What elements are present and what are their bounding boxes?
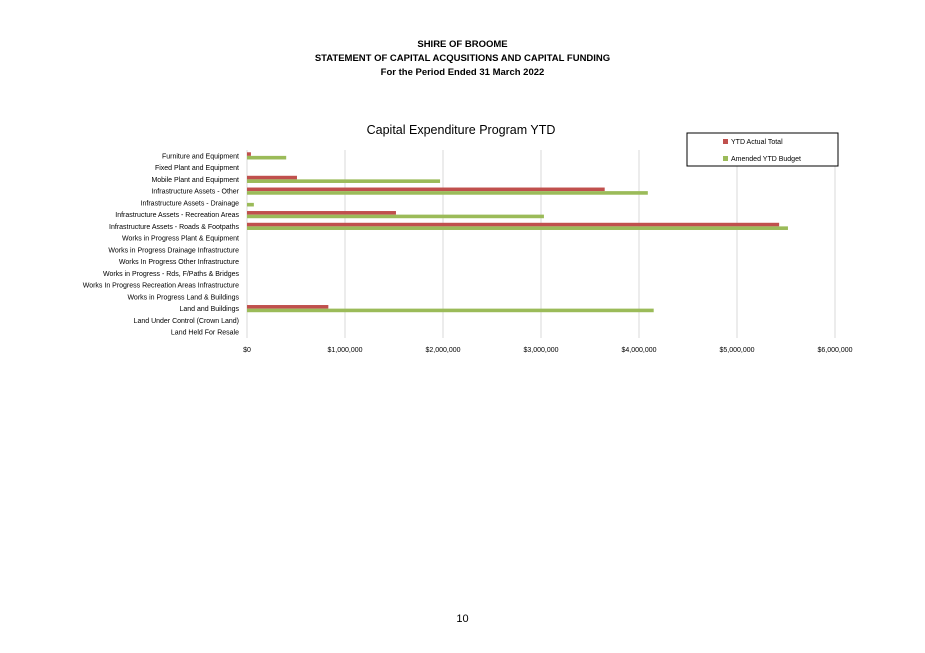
legend-label-actual: YTD Actual Total xyxy=(731,139,783,146)
category-label: Fixed Plant and Equipment xyxy=(154,165,239,173)
category-label: Infrastructure Assets - Other xyxy=(151,188,239,196)
category-label: Land Under Control (Crown Land) xyxy=(133,317,239,325)
category-label: Infrastructure Assets - Recreation Areas xyxy=(115,212,239,220)
chart-title: Capital Expenditure Program YTD xyxy=(366,123,556,137)
category-labels xyxy=(83,153,240,336)
capital-expenditure-chart xyxy=(0,110,925,370)
bar-amended-budget xyxy=(247,309,654,313)
legend-label-budget: Amended YTD Budget xyxy=(731,156,801,163)
report-org-title: SHIRE OF BROOME xyxy=(417,39,508,50)
category-label: Mobile Plant and Equipment xyxy=(151,176,239,184)
category-label: Works in Progress - Rds, F/Paths & Bridges xyxy=(102,270,239,278)
legend-swatch-actual xyxy=(723,139,728,144)
x-tick-label: $1,000,000 xyxy=(327,347,363,354)
bar-amended-budget xyxy=(247,226,788,230)
bar-ytd-actual xyxy=(247,176,297,180)
report-period: For the Period Ended 31 March 2022 xyxy=(380,67,545,78)
category-label: Infrastructure Assets - Roads & Footpaths xyxy=(109,223,239,231)
x-tick-labels xyxy=(243,347,853,354)
category-label: Furniture and Equipment xyxy=(161,153,239,161)
bars xyxy=(247,152,788,312)
x-tick-label: $0 xyxy=(243,347,251,354)
category-label: Works In Progress Other Infrastructure xyxy=(118,259,239,267)
category-label: Works in Progress Drainage Infrastructure xyxy=(108,247,239,255)
chart-legend xyxy=(687,133,838,166)
x-tick-label: $5,000,000 xyxy=(719,347,755,354)
bar-amended-budget xyxy=(247,203,254,207)
bar-ytd-actual xyxy=(247,211,396,215)
bar-ytd-actual xyxy=(247,152,251,156)
bar-ytd-actual xyxy=(247,188,605,192)
report-statement-title: STATEMENT OF CAPITAL ACQUSITIONS AND CAPITAL FUNDING xyxy=(314,53,611,64)
bar-amended-budget xyxy=(247,156,286,160)
category-label: Land and Buildings xyxy=(179,306,239,314)
category-label: Works in Progress Plant & Equipment xyxy=(122,235,239,243)
bar-ytd-actual xyxy=(247,223,779,227)
category-label: Works In Progress Recreation Areas Infrastructure xyxy=(82,282,239,290)
category-label: Land Held For Resale xyxy=(170,329,239,337)
x-tick-label: $4,000,000 xyxy=(621,347,657,354)
bar-amended-budget xyxy=(247,191,648,195)
category-label: Works in Progress Land & Buildings xyxy=(127,294,239,302)
x-tick-label: $2,000,000 xyxy=(425,347,461,354)
bar-ytd-actual xyxy=(247,305,328,309)
bar-amended-budget xyxy=(247,215,544,219)
x-tick-label: $3,000,000 xyxy=(523,347,559,354)
bar-amended-budget xyxy=(247,179,440,183)
category-label: Infrastructure Assets - Drainage xyxy=(140,200,239,208)
x-tick-label: $6,000,000 xyxy=(817,347,853,354)
legend-swatch-budget xyxy=(723,156,728,161)
page-number: 10 xyxy=(456,613,469,625)
